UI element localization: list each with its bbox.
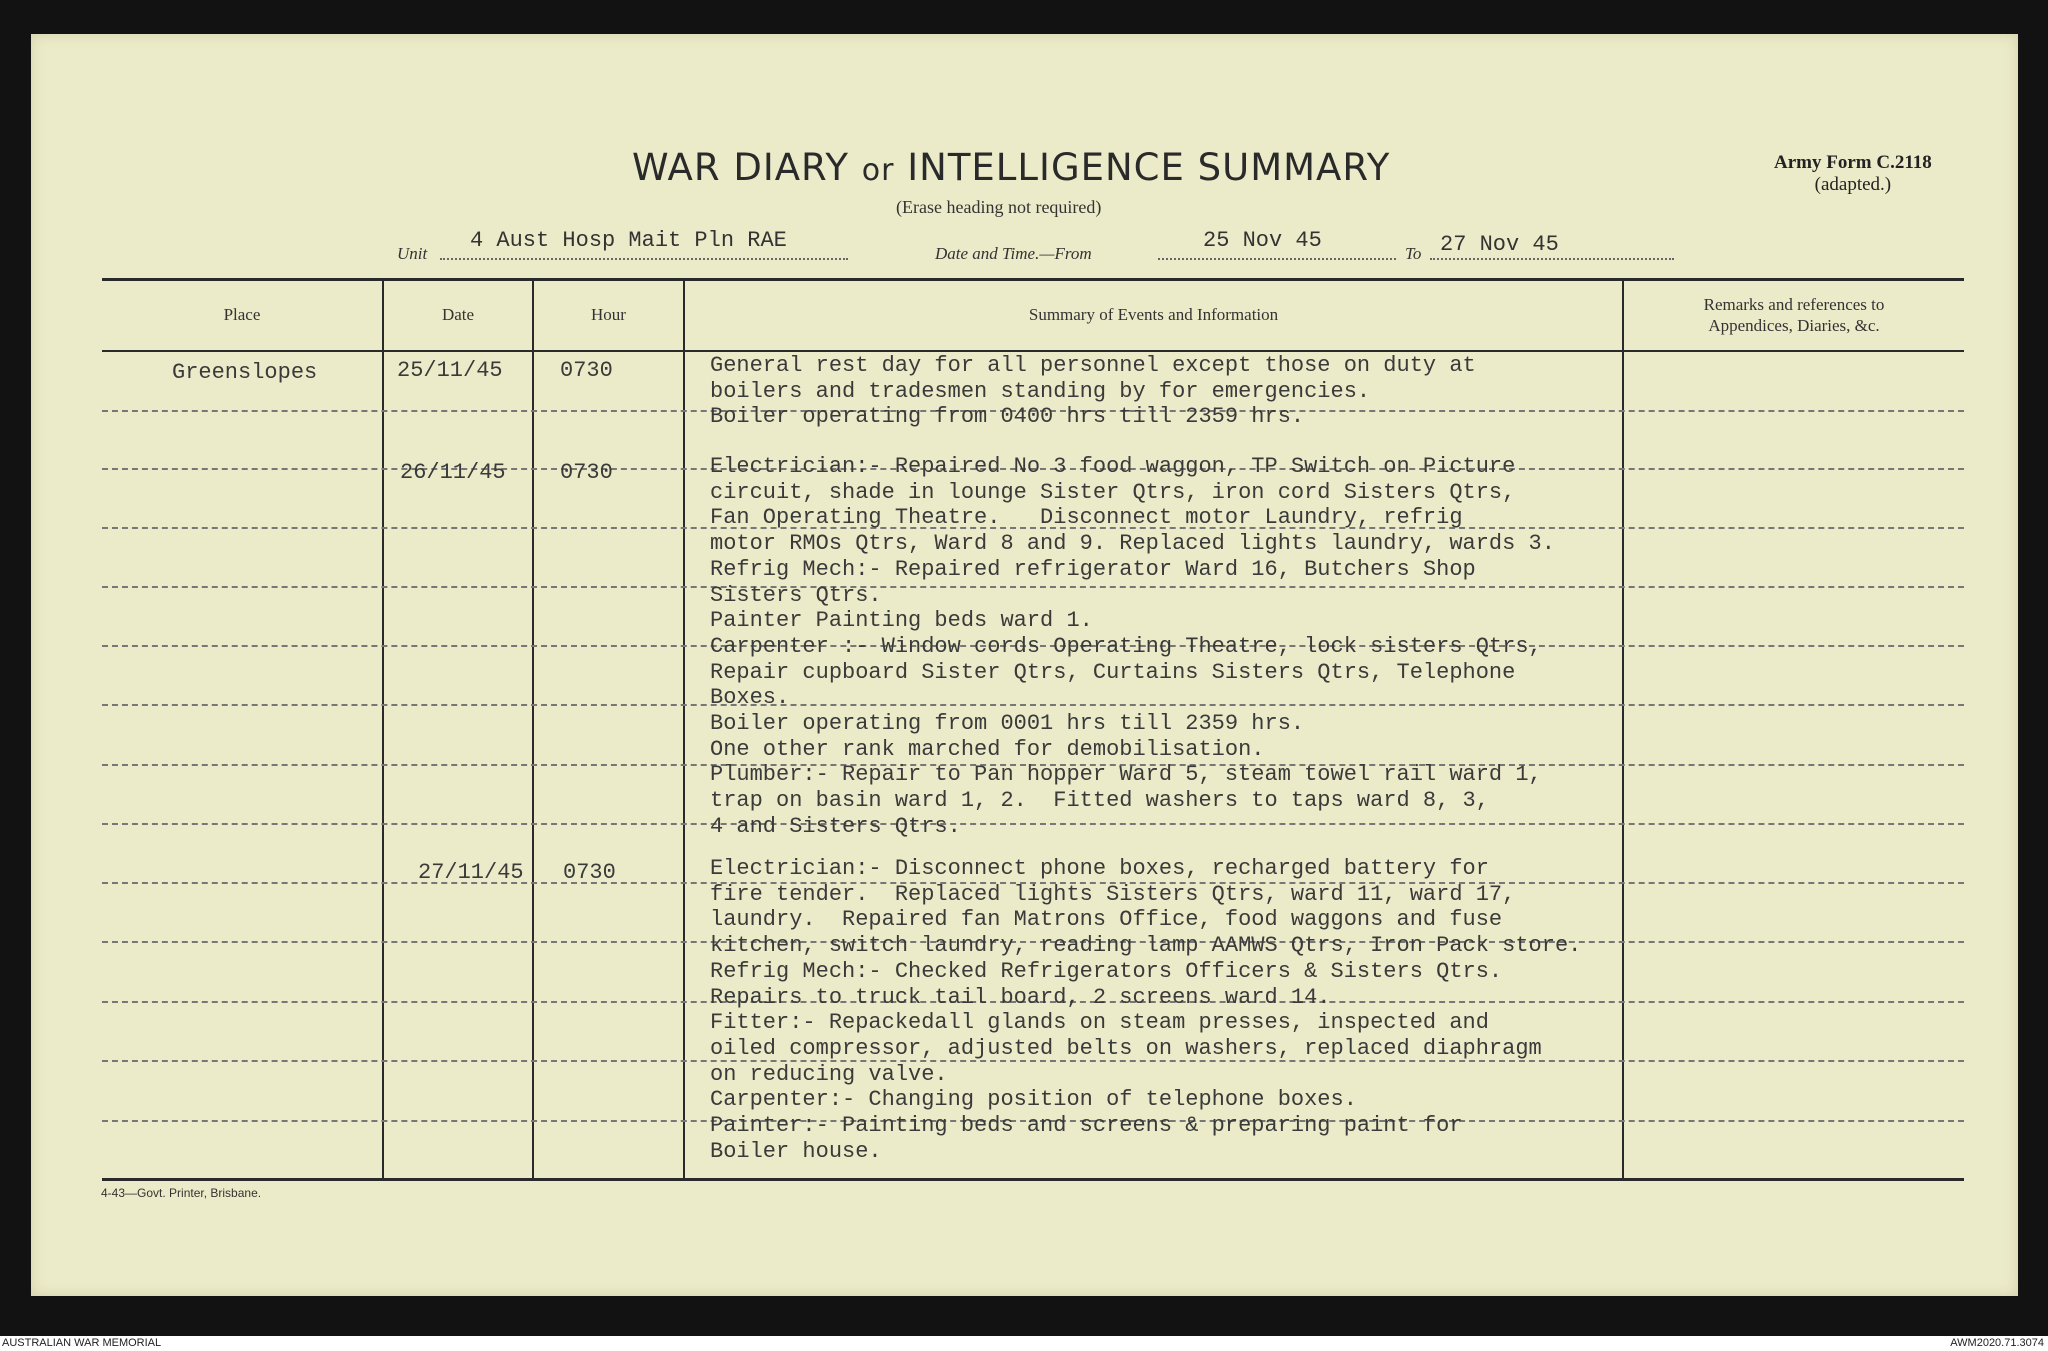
table-bottom-border bbox=[102, 1178, 1964, 1181]
army-form-number: Army Form C.2118 bbox=[1774, 152, 1932, 173]
to-dotted-line bbox=[1430, 258, 1674, 260]
unit-label: Unit bbox=[397, 244, 428, 263]
from-dotted-line bbox=[1158, 258, 1396, 260]
header-summary: Summary of Events and Information bbox=[1028, 305, 1279, 324]
entry-summary: Electrician:- Repaired No 3 food waggon, TP Switch on Picture circuit, shade in lounge Sister Qtrs, iron cord Sisters Qtrs, Fan Operating Theatre. Disconnect motor Laundry, refrig motor RMOs Qtrs, Ward 8 and 9. Replaced lights laundry, wards 3. Refrig Mech:- Repaired refrigerator Ward 16, Butchers Shop Sisters Qtrs. Painter Painting beds ward 1. Carpenter :- Window cords Operating Theatre, lock sisters Qtrs, Repair cupboard Sister Qtrs, Curtains Sisters Qtrs, Telephone Boxes. Boiler operating from 0001 hrs till 2359 hrs. One other rank marched for demobilisation. Plumber:- Repair to Pan hopper Ward 5, steam towel rail ward 1, trap on basin ward 1, 2. Fitted washers to taps ward 8, 3, 4 and Sisters Qtrs. bbox=[710, 454, 1555, 839]
header-remarks-line1: Remarks and references to bbox=[1703, 295, 1885, 314]
form-title bbox=[632, 146, 1390, 189]
column-divider-place bbox=[382, 280, 384, 1178]
accession-number: AWM2020.71.3074 bbox=[1950, 1337, 2044, 1349]
form-subtitle: (Erase heading not required) bbox=[896, 197, 1102, 217]
entry-hour: 0730 bbox=[563, 860, 616, 885]
unit-dotted-line bbox=[440, 258, 848, 260]
entry-date: 26/11/45 bbox=[400, 460, 506, 485]
army-form-adapted: (adapted.) bbox=[1814, 174, 1892, 195]
to-label: To bbox=[1405, 244, 1422, 263]
printer-footer: 4-43—Govt. Printer, Brisbane. bbox=[101, 1186, 262, 1200]
date-from: 25 Nov 45 bbox=[1203, 228, 1322, 253]
title-intelligence-summary: INTELLIGENCE SUMMARY bbox=[907, 146, 1391, 189]
column-divider-hour bbox=[683, 280, 685, 1178]
entry-summary: General rest day for all personnel except those on duty at boilers and tradesmen standing by for emergencies. Boiler operating from 0400 hrs till 2359 hrs. bbox=[710, 353, 1476, 430]
entry-date: 27/11/45 bbox=[418, 860, 524, 885]
column-divider-summary bbox=[1622, 280, 1624, 1178]
header-place: Place bbox=[223, 305, 261, 324]
header-remarks bbox=[1624, 294, 1964, 336]
title-war-diary: WAR DIARY bbox=[632, 146, 849, 189]
entry-hour: 0730 bbox=[560, 460, 613, 485]
entry-date: 25/11/45 bbox=[397, 358, 503, 383]
army-form-block bbox=[1774, 152, 1932, 196]
header-date: Date bbox=[441, 305, 475, 324]
entry-hour: 0730 bbox=[560, 358, 613, 383]
unit-value: 4 Aust Hosp Mait Pln RAE bbox=[470, 228, 787, 253]
entry-place: Greenslopes bbox=[172, 360, 318, 385]
date-to: 27 Nov 45 bbox=[1440, 232, 1559, 257]
title-or: or bbox=[861, 153, 895, 188]
header-remarks-line2: Appendices, Diaries, &c. bbox=[1708, 316, 1880, 335]
column-divider-date bbox=[532, 280, 534, 1178]
archive-caption: AUSTRALIAN WAR MEMORIAL bbox=[2, 1337, 162, 1349]
header-hour: Hour bbox=[591, 305, 626, 324]
entry-summary: Electrician:- Disconnect phone boxes, recharged battery for fire tender. Replaced lights Sisters Qtrs, ward 11, ward 17, laundry. Repaired fan Matrons Office, food waggons and fuse kitchen, switch laundry, reading lamp AAMWS Qtrs, Iron Pack store. Refrig Mech:- Checked Refrigerators Officers & Sisters Qtrs. Repairs to truck tail board, 2 screens ward 14. Fitter:- Repackedall glands on steam presses, inspected and oiled compressor, adjusted belts on washers, replaced diaphragm on reducing valve. Carpenter:- Changing position of telephone boxes. Painter:- Painting beds and screens & preparing paint for Boiler house. bbox=[710, 856, 1582, 1164]
date-time-label: Date and Time.—From bbox=[935, 244, 1092, 263]
